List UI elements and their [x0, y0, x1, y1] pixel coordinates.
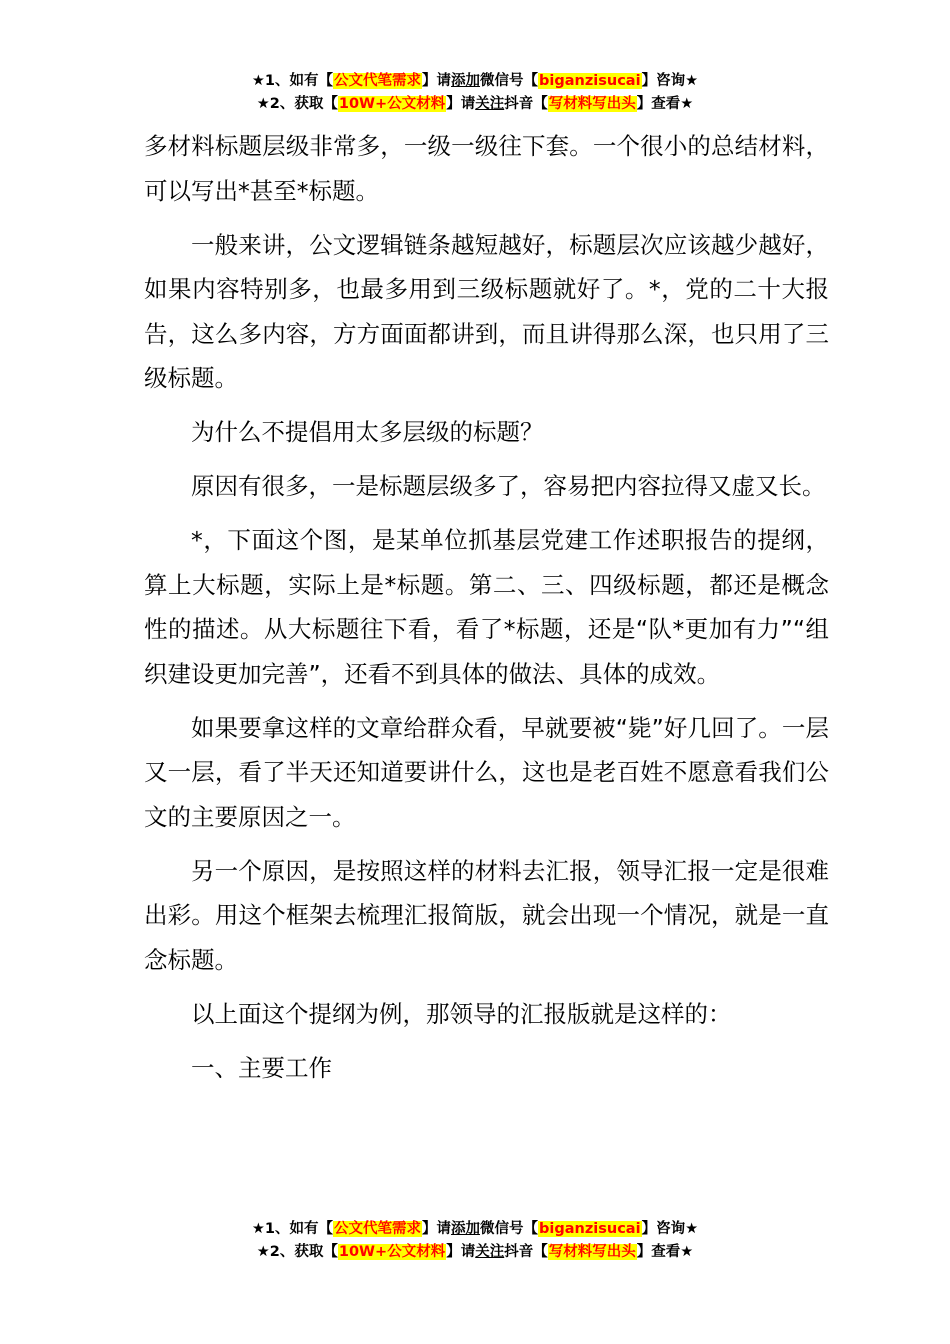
- banner-line-2: [0, 1241, 950, 1264]
- banner-line-2: [0, 93, 950, 116]
- banner-line-1: [0, 1218, 950, 1241]
- paragraph: 如果要拿这样的文章给群众看，早就要被“毙”好几回了。一层又一层，看了半天还知道要讲什么，这也是老百姓不愿意看我们公文的主要原因之一。: [144, 713, 829, 831]
- banner-underline-add: 添加: [451, 73, 481, 89]
- banner-text: 】查看★: [636, 96, 694, 112]
- banner-text: ★1、如有【: [251, 73, 334, 89]
- paragraph: 多材料标题层级非常多，一级一级往下套。一个很小的总结材料，可以写出*甚至*标题。: [144, 132, 829, 205]
- banner-text: 抖音【: [504, 1244, 548, 1260]
- banner-text: ★2、获取【: [256, 1244, 338, 1260]
- paragraph: 一般来讲，公文逻辑链条越短越好，标题层次应该越少越好，如果内容特别多，也最多用到三级标题就好了。*，党的二十大报告，这么多内容，方方面面都讲到，而且讲得那么深，也只用了三级标题。: [144, 230, 829, 392]
- banner-text: ★1、如有【: [251, 1221, 334, 1237]
- banner-underline-follow: 关注: [475, 96, 505, 112]
- banner-text: 微信号【: [480, 1221, 539, 1237]
- banner-text: 微信号【: [480, 73, 539, 89]
- banner-text: 】咨询★: [641, 73, 699, 89]
- banner-text: 】咨询★: [641, 1221, 699, 1237]
- banner-text: 抖音【: [504, 96, 548, 112]
- banner-highlight-wechat-id: biganzisucai: [539, 1221, 641, 1237]
- banner-line-1: [0, 70, 950, 93]
- banner-text: 】请: [422, 1221, 452, 1237]
- paragraph: 原因有很多，一是标题层级多了，容易把内容拉得又虚又长。: [191, 472, 826, 500]
- header-banner: [0, 70, 950, 116]
- document-body: [144, 124, 829, 1100]
- paragraph: 另一个原因，是按照这样的材料去汇报，领导汇报一定是很难出彩。用这个框架去梳理汇报简版，就会出现一个情况，就是一直念标题。: [144, 856, 829, 974]
- paragraph: 为什么不提倡用太多层级的标题？: [191, 418, 544, 446]
- banner-highlight-service: 公文代笔需求: [334, 73, 422, 89]
- banner-highlight-materials: 10W+公文材料: [338, 1244, 446, 1260]
- banner-underline-add: 添加: [451, 1221, 481, 1237]
- banner-highlight-douyin: 写材料写出头: [548, 1244, 636, 1260]
- section-heading: 一、主要工作: [191, 1053, 332, 1082]
- banner-highlight-service: 公文代笔需求: [334, 1221, 422, 1237]
- banner-text: 】请: [422, 73, 452, 89]
- footer-banner: [0, 1218, 950, 1264]
- banner-text: 】查看★: [636, 1244, 694, 1260]
- banner-highlight-wechat-id: biganzisucai: [539, 73, 641, 89]
- banner-highlight-materials: 10W+公文材料: [338, 96, 446, 112]
- banner-highlight-douyin: 写材料写出头: [548, 96, 636, 112]
- banner-underline-follow: 关注: [475, 1244, 505, 1260]
- paragraph: *，下面这个图，是某单位抓基层党建工作述职报告的提纲，算上大标题，实际上是*标题。第二、三、四级标题，都还是概念性的描述。从大标题往下看，看了*标题，还是“队*更加有力”“组织建设更加完善”，还看不到具体的做法、具体的成效。: [144, 526, 829, 688]
- banner-text: 】请: [446, 96, 476, 112]
- paragraph: 以上面这个提纲为例，那领导的汇报版就是这样的：: [191, 999, 732, 1028]
- banner-text: 】请: [446, 1244, 476, 1260]
- banner-text: ★2、获取【: [256, 96, 338, 112]
